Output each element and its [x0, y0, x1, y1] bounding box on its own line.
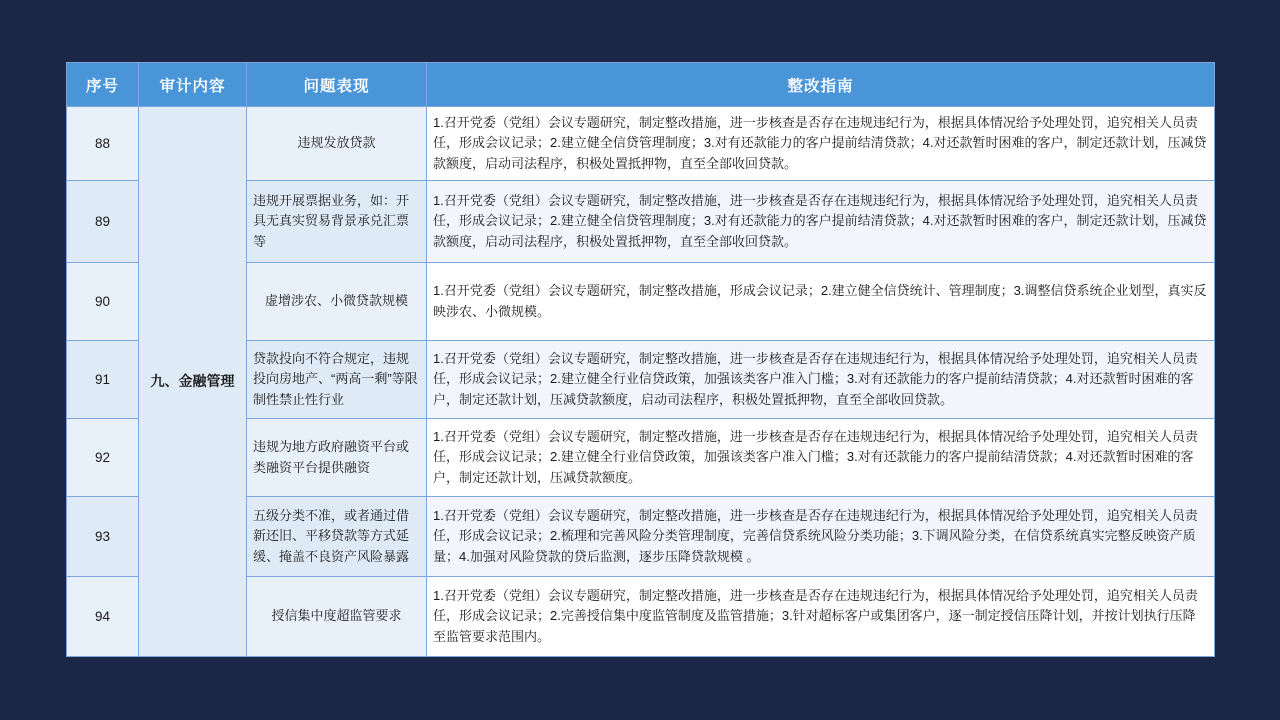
cell-seq: 89	[67, 181, 139, 263]
cell-guide: 1.召开党委（党组）会议专题研究，制定整改措施，形成会议记录；2.建立健全信贷统计、管理制度；3.调整信贷系统企业划型，真实反映涉农、小微规模。	[427, 263, 1215, 341]
cell-guide: 1.召开党委（党组）会议专题研究，制定整改措施，进一步核查是否存在违规违纪行为，根据具体情况给予处理处罚，追究相关人员责任，形成会议记录；2.梳理和完善风险分类管理制度，完善信贷系统风险分类功能；3.下调风险分类，在信贷系统真实完整反映资产质量；4.加强对风险贷款的贷后监测，逐步压降贷款规模 。	[427, 497, 1215, 577]
cell-problem: 虚增涉农、小微贷款规模	[247, 263, 427, 341]
audit-table-container	[66, 62, 1214, 657]
cell-guide: 1.召开党委（党组）会议专题研究，制定整改措施，进一步核查是否存在违规违纪行为，根据具体情况给予处理处罚，追究相关人员责任，形成会议记录；2.建立健全行业信贷政策，加强该类客户准入门槛；3.对有还款能力的客户提前结清贷款；4.对还款暂时困难的客户，制定还款计划，压减贷款额度，启动司法程序，积极处置抵押物，直至全部收回贷款。	[427, 341, 1215, 419]
column-header-guide: 整改指南	[427, 63, 1215, 107]
table-row	[67, 107, 1215, 181]
cell-seq: 88	[67, 107, 139, 181]
cell-problem: 五级分类不准，或者通过借新还旧、平移贷款等方式延缓、掩盖不良资产风险暴露	[247, 497, 427, 577]
cell-guide: 1.召开党委（党组）会议专题研究，制定整改措施，进一步核查是否存在违规违纪行为，根据具体情况给予处理处罚，追究相关人员责任，形成会议记录；2.建立健全信贷管理制度；3.对有还款能力的客户提前结清贷款；4.对还款暂时困难的客户，制定还款计划，压减贷款额度，启动司法程序，积极处置抵押物，直至全部收回贷款。	[427, 181, 1215, 263]
cell-seq: 91	[67, 341, 139, 419]
cell-guide: 1.召开党委（党组）会议专题研究，制定整改措施，进一步核查是否存在违规违纪行为，根据具体情况给予处理处罚，追究相关人员责任，形成会议记录；2.建立健全信贷管理制度；3.对有还款能力的客户提前结清贷款；4.对还款暂时困难的客户，制定还款计划，压减贷款额度，启动司法程序，积极处置抵押物，直至全部收回贷款。	[427, 107, 1215, 181]
table-header	[67, 63, 1215, 107]
cell-seq: 93	[67, 497, 139, 577]
table-header-row	[67, 63, 1215, 107]
cell-audit-content: 九、金融管理	[139, 107, 247, 657]
cell-guide: 1.召开党委（党组）会议专题研究，制定整改措施，进一步核查是否存在违规违纪行为，根据具体情况给予处理处罚，追究相关人员责任，形成会议记录；2.完善授信集中度监管制度及监管措施；3.针对超标客户或集团客户，逐一制定授信压降计划，并按计划执行压降至监管要求范围内。	[427, 577, 1215, 657]
cell-problem: 违规开展票据业务，如：开具无真实贸易背景承兑汇票等	[247, 181, 427, 263]
cell-problem: 违规为地方政府融资平台或类融资平台提供融资	[247, 419, 427, 497]
column-header-problem: 问题表现	[247, 63, 427, 107]
cell-problem: 违规发放贷款	[247, 107, 427, 181]
audit-rectification-table	[66, 62, 1215, 657]
column-header-seq: 序号	[67, 63, 139, 107]
cell-problem: 贷款投向不符合规定，违规投向房地产、“两高一剩”等限制性禁止性行业	[247, 341, 427, 419]
cell-seq: 92	[67, 419, 139, 497]
cell-seq: 90	[67, 263, 139, 341]
column-header-audit-content: 审计内容	[139, 63, 247, 107]
cell-seq: 94	[67, 577, 139, 657]
cell-problem: 授信集中度超监管要求	[247, 577, 427, 657]
table-body	[67, 107, 1215, 657]
cell-guide: 1.召开党委（党组）会议专题研究，制定整改措施，进一步核查是否存在违规违纪行为，根据具体情况给予处理处罚，追究相关人员责任，形成会议记录；2.建立健全行业信贷政策，加强该类客户准入门槛；3.对有还款能力的客户提前结清贷款；4.对还款暂时困难的客户，制定还款计划，压减贷款额度。	[427, 419, 1215, 497]
